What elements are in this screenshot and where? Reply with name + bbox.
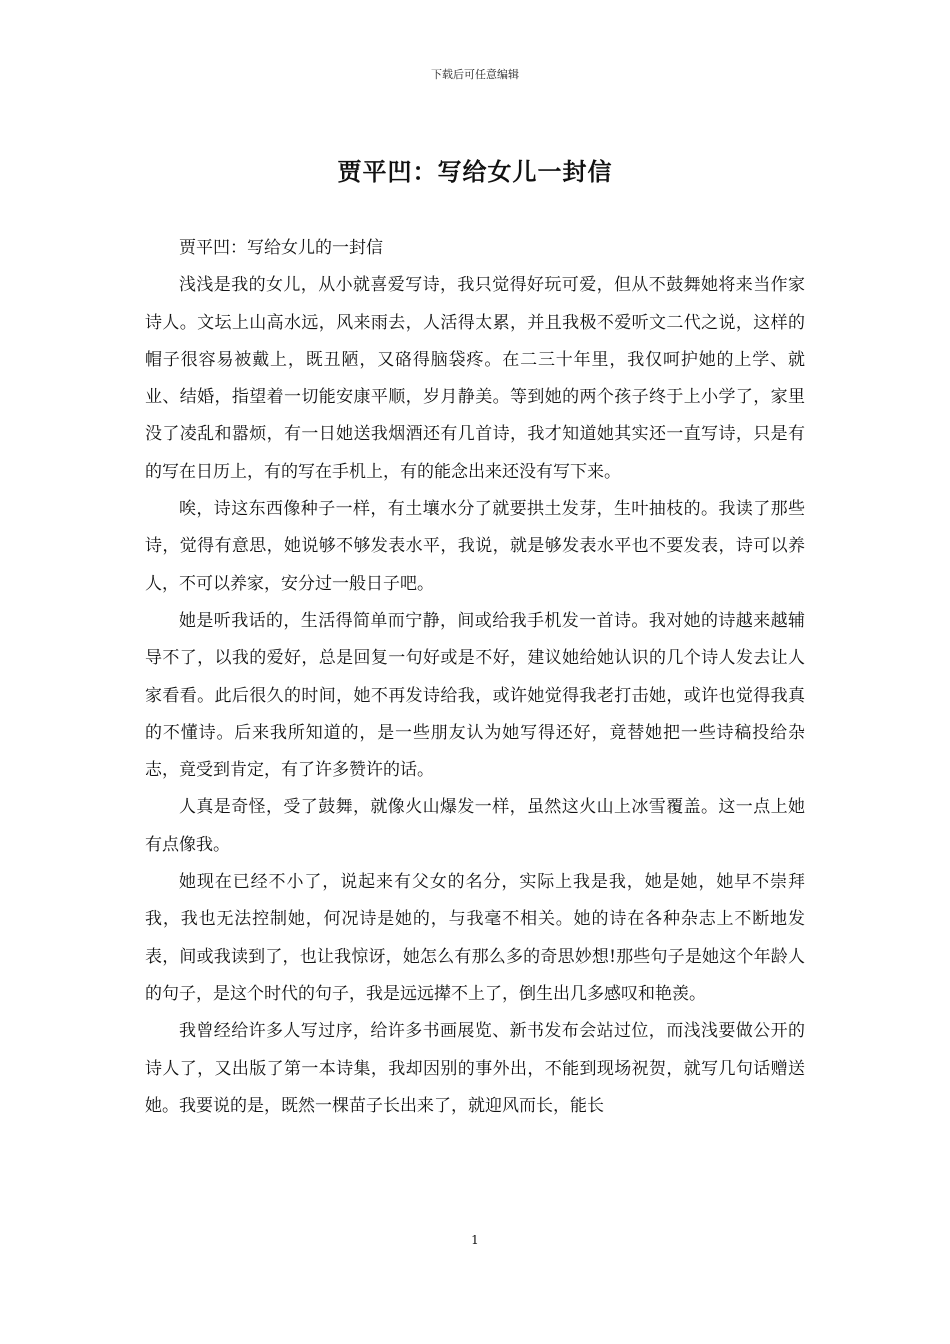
document-body [145,230,805,1125]
body-paragraph: 浅浅是我的女儿，从小就喜爱写诗，我只觉得好玩可爱，但从不鼓舞她将来当作家诗人。文坛上山高水远，风来雨去，人活得太累，并且我极不爱听文二代之说，这样的帽子很容易被戴上，既丑陋，又硌得脑袋疼。在二三十年里，我仅呵护她的上学、就业、结婚，指望着一切能安康平顺，岁月静美。等到她的两个孩子终于上小学了，家里没了凌乱和嚣烦，有一日她送我烟酒还有几首诗，我才知道她其实还一直写诗，只是有的写在日历上，有的写在手机上，有的能念出来还没有写下来。 [145,275,805,482]
body-paragraph: 她是听我话的，生活得简单而宁静，间或给我手机发一首诗。我对她的诗越来越辅导不了，以我的爱好，总是回复一句好或是不好，建议她给她认识的几个诗人发去让人家看看。此后很久的时间，她不再发诗给我，或许她觉得我老打击她，或许也觉得我真的不懂诗。后来我所知道的，是一些朋友认为她写得还好，竟替她把一些诗稿投给杂志，竟受到肯定，有了许多赞许的话。 [145,610,805,781]
header-note: 下载后可任意编辑 [431,68,519,81]
body-paragraph: 贾平凹：写给女儿的一封信 [179,238,383,258]
body-paragraph: 我曾经给许多人写过序，给许多书画展览、新书发布会站过位，而浅浅要做公开的诗人了，又出版了第一本诗集，我却因别的事外出，不能到现场祝贺，就写几句话赠送她。我要说的是，既然一棵苗子长出来了，就迎风而长，能长 [145,1021,805,1116]
page-number: 1 [471,1233,479,1247]
body-paragraph: 唉，诗这东西像种子一样，有土壤水分了就要拱土发芽，生叶抽枝的。我读了那些诗，觉得有意思，她说够不够发表水平，我说，就是够发表水平也不要发表，诗可以养人，不可以养家，安分过一般日子吧。 [145,499,805,594]
body-paragraph: 人真是奇怪，受了鼓舞，就像火山爆发一样，虽然这火山上冰雪覆盖。这一点上她有点像我。 [145,797,805,855]
document-title: 贾平凹：写给女儿一封信 [337,158,613,186]
body-paragraph: 她现在已经不小了，说起来有父女的名分，实际上我是我，她是她，她早不崇拜我，我也无法控制她，何况诗是她的，与我毫不相关。她的诗在各种杂志上不断地发表，间或我读到了，也让我惊讶，她怎么有那么多的奇思妙想!那些句子是她这个年龄人的句子，是这个时代的句子，我是远远撵不上了，倒生出几多感叹和艳羡。 [145,872,805,1004]
